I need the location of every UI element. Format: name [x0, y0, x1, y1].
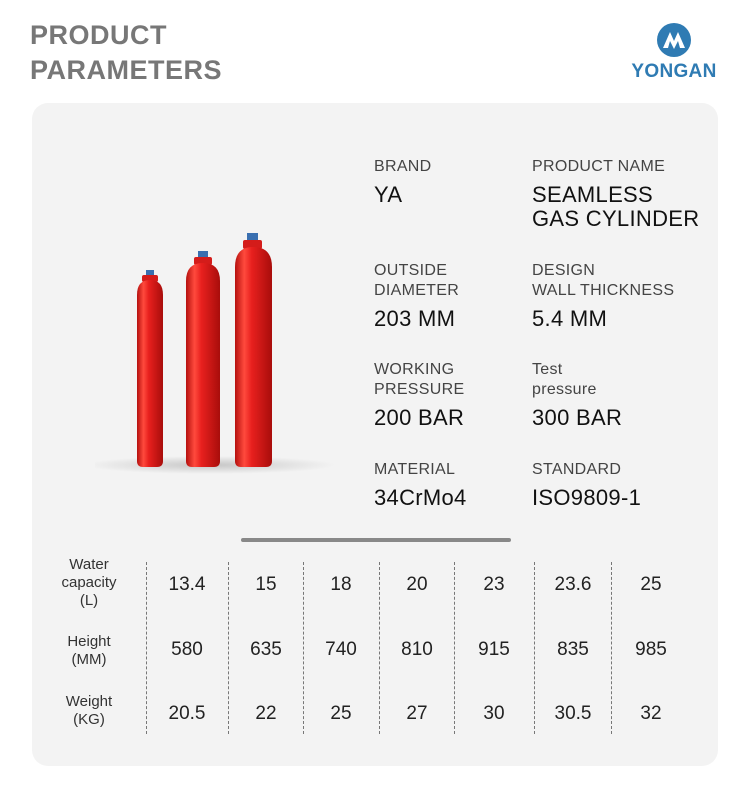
column-divider	[611, 562, 612, 734]
cylinder-large	[235, 233, 272, 467]
param-value-line: GAS CYLINDER	[532, 206, 700, 231]
param-label	[532, 261, 722, 301]
table-cell: 20	[406, 574, 428, 595]
cylinder-small	[137, 270, 163, 467]
param-label-line: pressure	[532, 381, 597, 398]
param-label-line: DESIGN	[532, 262, 596, 279]
table-cell: 23	[483, 574, 505, 595]
table-cell: 30.5	[554, 703, 592, 724]
param-label-line: WALL THICKNESS	[532, 282, 675, 299]
param-label: BRAND	[374, 158, 432, 175]
param-value: 5.4 MM	[532, 306, 608, 331]
page-title	[30, 18, 222, 88]
param-standard	[532, 460, 722, 510]
param-value: YA	[374, 182, 403, 207]
row-label-line: (MM)	[71, 651, 107, 668]
table-cell: 740	[325, 639, 357, 660]
param-label-line: DIAMETER	[374, 282, 460, 299]
table-cell: 23.6	[554, 574, 592, 595]
param-label: PRODUCT NAME	[532, 158, 666, 175]
table-cell: 580	[171, 639, 203, 660]
param-value: 200 BAR	[374, 405, 465, 430]
row-label-water-capacity	[44, 556, 134, 610]
param-value: 203 MM	[374, 306, 456, 331]
table-cell: 27	[406, 703, 428, 724]
param-label-line: WORKING	[374, 361, 455, 378]
row-label-line: Water	[69, 556, 109, 573]
table-cell: 18	[330, 574, 352, 595]
row-label-weight	[44, 693, 134, 729]
table-cell: 13.4	[168, 574, 206, 595]
param-label-line: OUTSIDE	[374, 262, 448, 279]
param-label: MATERIAL	[374, 461, 456, 478]
logo-text: YONGAN	[631, 61, 717, 82]
row-label-line: (KG)	[73, 711, 105, 728]
section-divider	[241, 538, 511, 542]
param-product-name	[532, 157, 722, 231]
table-cell: 15	[255, 574, 277, 595]
table-cell: 22	[255, 703, 277, 724]
table-cell: 635	[250, 639, 282, 660]
column-divider	[303, 562, 304, 734]
table-cell: 985	[635, 639, 667, 660]
table-cell: 25	[640, 574, 662, 595]
param-label-line: PRESSURE	[374, 381, 465, 398]
logo-icon	[656, 22, 692, 58]
column-divider	[454, 562, 455, 734]
table-cell: 835	[557, 639, 589, 660]
table-cell: 25	[330, 703, 352, 724]
row-label-line: capacity	[61, 574, 117, 591]
param-label: STANDARD	[532, 461, 622, 478]
param-value: ISO9809-1	[532, 485, 642, 510]
param-wall-thickness	[532, 261, 722, 331]
param-label-line: Test	[532, 361, 563, 378]
table-cell: 20.5	[168, 703, 206, 724]
row-label-line: Height	[67, 633, 111, 650]
param-value-line: SEAMLESS	[532, 182, 654, 207]
row-label-line: Weight	[65, 693, 113, 710]
param-test-pressure	[532, 360, 722, 430]
param-value: 300 BAR	[532, 405, 623, 430]
column-divider	[379, 562, 380, 734]
column-divider	[534, 562, 535, 734]
column-divider	[146, 562, 147, 734]
brand-logo	[624, 22, 724, 83]
param-value	[532, 183, 722, 231]
table-cell: 810	[401, 639, 433, 660]
table-cell: 32	[640, 703, 662, 724]
table-cell: 915	[478, 639, 510, 660]
cylinders-illustration	[95, 225, 345, 480]
row-label-height	[44, 633, 134, 669]
title-line-1: PRODUCT	[30, 20, 167, 50]
title-line-2: PARAMETERS	[30, 55, 223, 85]
column-divider	[228, 562, 229, 734]
param-label	[532, 360, 722, 400]
table-cell: 30	[483, 703, 505, 724]
row-label-line: (L)	[79, 592, 99, 609]
param-value: 34CrMo4	[374, 485, 467, 510]
cylinder-medium	[186, 251, 220, 467]
